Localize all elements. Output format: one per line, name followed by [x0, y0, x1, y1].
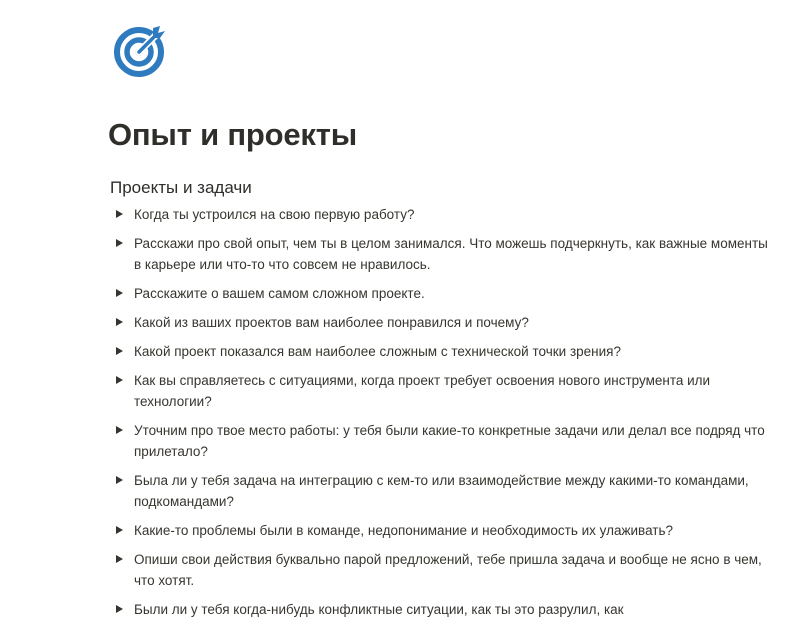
toggle-item-text: Опиши свои действия буквально парой предложений, тебе пришла задача и вообще не ясно в чем, что хотят.: [134, 552, 762, 588]
toggle-arrow-icon[interactable]: [116, 318, 123, 326]
toggle-item-text: Уточним про твое место работы: у тебя были какие-то конкретные задачи или делал все подряд что прилетало?: [134, 423, 765, 459]
toggle-item-9[interactable]: [112, 520, 772, 541]
toggle-list: [112, 204, 772, 628]
toggle-arrow-icon[interactable]: [116, 426, 123, 434]
toggle-item-11[interactable]: [112, 599, 772, 620]
toggle-item-5[interactable]: [112, 341, 772, 362]
toggle-arrow-icon[interactable]: [116, 605, 123, 613]
toggle-arrow-icon[interactable]: [116, 210, 123, 218]
toggle-item-4[interactable]: [112, 312, 772, 333]
toggle-item-8[interactable]: [112, 470, 772, 512]
toggle-arrow-icon[interactable]: [116, 376, 123, 384]
toggle-arrow-icon[interactable]: [116, 289, 123, 297]
toggle-arrow-icon[interactable]: [116, 476, 123, 484]
toggle-item-text: Когда ты устроился на свою первую работу?: [134, 207, 415, 222]
toggle-item-text: Были ли у тебя когда-нибудь конфликтные ситуации, как ты это разрулил, как: [134, 602, 624, 617]
toggle-arrow-icon[interactable]: [116, 526, 123, 534]
toggle-item-6[interactable]: [112, 370, 772, 412]
toggle-item-text: Расскажите о вашем самом сложном проекте.: [134, 286, 425, 301]
toggle-item-text: Какой из ваших проектов вам наиболее понравился и почему?: [134, 315, 529, 330]
toggle-arrow-icon[interactable]: [116, 555, 123, 563]
toggle-item-2[interactable]: [112, 233, 772, 275]
target-dart-icon[interactable]: [113, 22, 171, 80]
toggle-item-text: Какой проект показался вам наиболее сложным с технической точки зрения?: [134, 344, 621, 359]
toggle-item-10[interactable]: [112, 549, 772, 591]
toggle-arrow-icon[interactable]: [116, 347, 123, 355]
page-title: Опыт и проекты: [108, 117, 357, 152]
toggle-item-1[interactable]: [112, 204, 772, 225]
toggle-arrow-icon[interactable]: [116, 239, 123, 247]
toggle-item-3[interactable]: [112, 283, 772, 304]
section-heading: Проекты и задачи: [110, 178, 252, 197]
toggle-item-text: Какие-то проблемы были в команде, недопонимание и необходимость их улаживать?: [134, 523, 674, 538]
toggle-item-text: Была ли у тебя задача на интеграцию с кем-то или взаимодействие между какими-то командами, подкомандами?: [134, 473, 749, 509]
toggle-item-text: Расскажи про свой опыт, чем ты в целом занимался. Что можешь подчеркнуть, как важные моменты в карьере или что-то что совсем не нравилось.: [134, 236, 768, 272]
toggle-item-text: Как вы справляетесь с ситуациями, когда проект требует освоения нового инструмента или технологии?: [134, 373, 711, 409]
toggle-item-7[interactable]: [112, 420, 772, 462]
